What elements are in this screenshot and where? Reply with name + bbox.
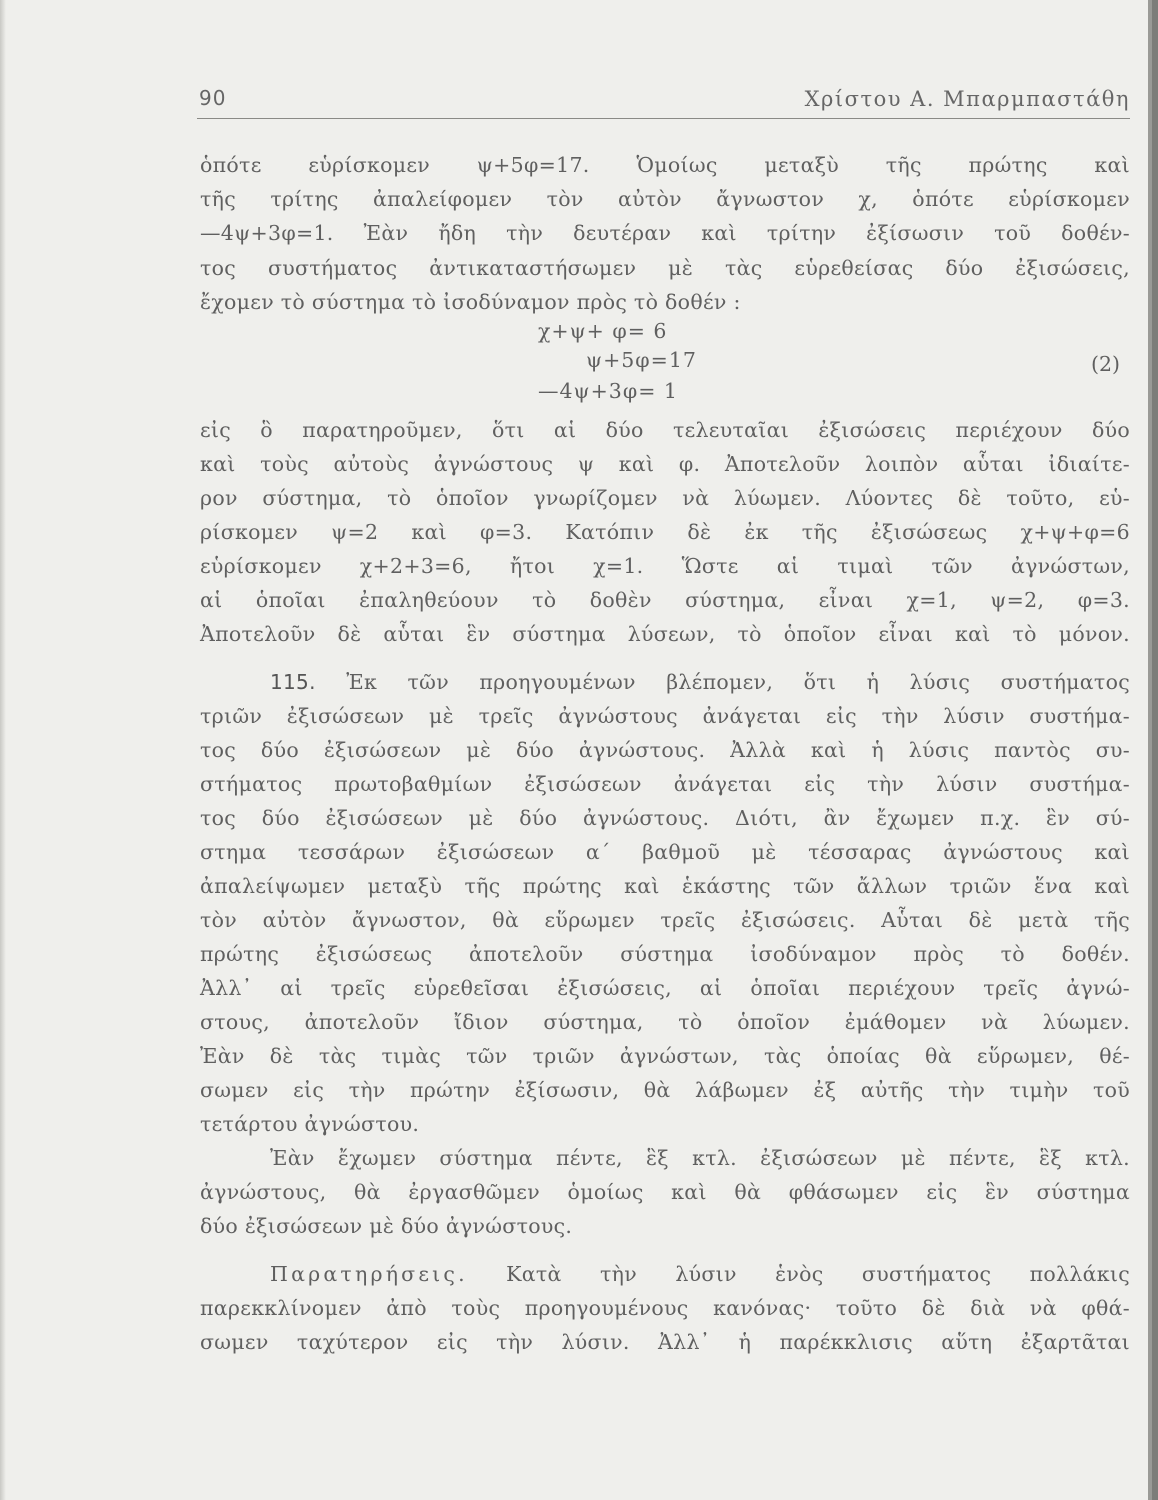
text-line: ρίσκομεν ψ=2 καὶ φ=3. Κατόπιν δὲ ἐκ τῆς ἐξισώσεως χ+ψ+φ=6 [200, 520, 1130, 544]
text-line: Ἀποτελοῦν δὲ αὗται ἓν σύστημα λύσεων, τὸ ὁποῖον εἶναι καὶ τὸ μόνον. [200, 622, 1130, 646]
remarks-first-line [200, 1259, 1130, 1289]
equation-3: —4ψ+3φ= 1 [538, 379, 678, 403]
text-line: στους, ἀποτελοῦν ἴδιον σύστημα, τὸ ὁποῖον ἐμάθομεν νὰ λύωμεν. [200, 1010, 1130, 1034]
text-line: στημα τεσσάρων ἐξισώσεων α΄ βαθμοῦ μὲ τέσσαρας ἀγνώστους καὶ [200, 840, 1130, 864]
equation-1: χ+ψ+ φ= 6 [538, 319, 668, 343]
remarks-heading: Παρατηρήσεις. [270, 1262, 468, 1286]
text-line: ἔχομεν τὸ σύστημα τὸ ἰσοδύναμον πρὸς τὸ δοθέν : [200, 290, 741, 314]
text-line: τος δύο ἐξισώσεων μὲ δύο ἀγνώστους. Ἀλλὰ καὶ ἡ λύσις παντὸς συ- [200, 738, 1130, 762]
page-number: 90 [199, 86, 227, 110]
text-line: ἀπαλείψωμεν μεταξὺ τῆς πρώτης καὶ ἑκάστης τῶν ἄλλων τριῶν ἕνα καὶ [200, 874, 1130, 898]
text-line: δύο ἐξισώσεων μὲ δύο ἀγνώστους. [200, 1214, 573, 1238]
section-text: Ἐκ τῶν προηγουμένων βλέπομεν, ὅτι ἡ λύσις συστήματος [346, 670, 1130, 694]
text-line: πρώτης ἐξισώσεως ἀποτελοῦν σύστημα ἰσοδύναμον πρὸς τὸ δοθέν. [200, 942, 1130, 966]
text-line: καὶ τοὺς αὐτοὺς ἀγνώστους ψ καὶ φ. Ἀποτελοῦν λοιπὸν αὗται ἰδιαίτε- [200, 452, 1130, 476]
section-number: 115. [270, 670, 316, 694]
text-line: αἱ ὁποῖαι ἐπαληθεύουν τὸ δοθὲν σύστημα, εἶναι χ=1, ψ=2, φ=3. [200, 588, 1130, 612]
text-line: τῆς τρίτης ἀπαλείφομεν τὸν αὐτὸν ἄγνωστον χ, ὁπότε εὑρίσκομεν [200, 187, 1130, 211]
text-line: παρεκκλίνομεν ἀπὸ τοὺς προηγουμένους κανόνας· τοῦτο δὲ διὰ νὰ φθά- [200, 1296, 1130, 1320]
text-line: σωμεν εἰς τὴν πρώτην ἐξίσωσιν, θὰ λάβωμεν ἐξ αὐτῆς τὴν τιμὴν τοῦ [200, 1078, 1130, 1102]
text-line: τος δύο ἐξισώσεων μὲ δύο ἀγνώστους. Διότι, ἂν ἔχωμεν π.χ. ἓν σύ- [200, 806, 1130, 830]
page-header [197, 86, 1130, 119]
section-115-first-line [200, 667, 1130, 697]
text-line: Ἐὰν ἔχωμεν σύστημα πέντε, ἓξ κτλ. ἐξισώσεων μὲ πέντε, ἓξ κτλ. [270, 1146, 1130, 1170]
running-head: Χρίστου Α. Μπαρμπαστάθη [804, 87, 1130, 111]
text-line: σωμεν ταχύτερον εἰς τὴν λύσιν. Ἀλλ᾽ ἡ παρέκκλισις αὕτη ἐξαρτᾶται [200, 1330, 1130, 1354]
remarks-text: Κατὰ τὴν λύσιν ἑνὸς συστήματος πολλάκις [506, 1262, 1130, 1286]
text-line: εἰς ὃ παρατηροῦμεν, ὅτι αἱ δύο τελευταῖαι ἐξισώσεις περιέχουν δύο [200, 418, 1130, 442]
text-line: εὑρίσκομεν χ+2+3=6, ἤτοι χ=1. Ὥστε αἱ τιμαὶ τῶν ἀγνώστων, [200, 554, 1130, 578]
text-line: τὸν αὐτὸν ἄγνωστον, θὰ εὕρωμεν τρεῖς ἐξισώσεις. Αὗται δὲ μετὰ τῆς [200, 908, 1130, 932]
text-line: τετάρτου ἀγνώστου. [200, 1112, 420, 1136]
text-line: ὁπότε εὑρίσκομεν ψ+5φ=17. Ὁμοίως μεταξὺ τῆς πρώτης καὶ [200, 153, 1130, 177]
text-line: ρον σύστημα, τὸ ὁποῖον γνωρίζομεν νὰ λύωμεν. Λύοντες δὲ τοῦτο, εὑ- [200, 486, 1130, 510]
text-line: Ἐὰν δὲ τὰς τιμὰς τῶν τριῶν ἀγνώστων, τὰς ὁποίας θὰ εὕρωμεν, θέ- [200, 1044, 1130, 1068]
text-line: τριῶν ἐξισώσεων μὲ τρεῖς ἀγνώστους ἀνάγεται εἰς τὴν λύσιν συστήμα- [200, 704, 1130, 728]
text-line: Ἀλλ᾽ αἱ τρεῖς εὑρεθεῖσαι ἐξισώσεις, αἱ ὁποῖαι περιέχουν τρεῖς ἀγνώ- [200, 976, 1130, 1000]
text-line: τος συστήματος ἀντικαταστήσωμεν μὲ τὰς εὑρεθείσας δύο ἐξισώσεις, [200, 256, 1130, 280]
text-line: ἀγνώστους, θὰ ἐργασθῶμεν ὁμοίως καὶ θὰ φθάσωμεν εἰς ἓν σύστημα [200, 1180, 1130, 1204]
equation-2: ψ+5φ=17 [586, 348, 697, 372]
text-line: —4ψ+3φ=1. Ἐὰν ἤδη τὴν δευτέραν καὶ τρίτην ἐξίσωσιν τοῦ δοθέν- [200, 221, 1130, 245]
text-line: στήματος πρωτοβαθμίων ἐξισώσεων ἀνάγεται εἰς τὴν λύσιν συστήμα- [200, 772, 1130, 796]
equation-number: (2) [1090, 352, 1120, 376]
